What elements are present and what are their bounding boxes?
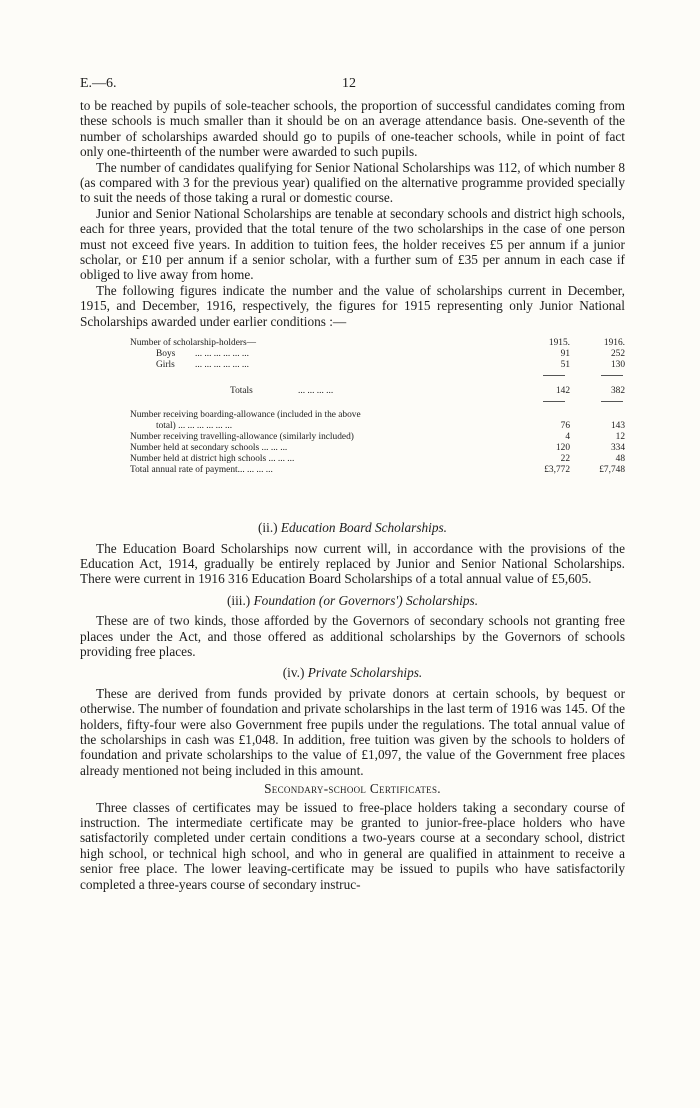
page-header	[80, 76, 625, 98]
row-dots: ... ... ... ... ... ...	[195, 360, 249, 371]
payment-1915: £3,772	[544, 465, 570, 476]
totals-1915: 142	[555, 386, 570, 397]
total-rule-1916	[601, 401, 623, 402]
travelling-1916: 12	[615, 432, 625, 443]
travelling-1915: 4	[565, 432, 570, 443]
boys-1916: 252	[610, 349, 625, 360]
paragraph-figures-intro: The following figures indicate the number and the value of scholarships current in December, 1915, and December, 1916, respectively, the figures for 1915 representing only Junior National Scholarships awarded under earlier conditions :—	[80, 282, 625, 329]
paragraph-foundation: These are of two kinds, those afforded by the Governors of secondary schools not granting free places under the Act, and those offered as additional scholarships by the Governors of schools providing free places.	[80, 613, 625, 659]
table-row-payment	[80, 465, 625, 476]
table-header-row	[80, 338, 625, 349]
row-label: Totals	[230, 386, 253, 397]
paragraph-certificates: Three classes of certificates may be issued to free-place holders taking a secondary course of instruction. The intermediate certificate may be granted to junior-free-place holders who have satisfactorily completed under certain conditions a two-years course at a secondary school, district high school, or technical high school, and who in general are qualified in attainment to receive a senior free place. The lower leaving-certificate may be issued to pupils who have satisfactorily completed a three-years course of secondary instruc-	[80, 799, 625, 892]
district-1915: 22	[560, 454, 570, 465]
totals-1916: 382	[610, 386, 625, 397]
table-row-travelling	[80, 432, 625, 443]
row-label: Number held at district high schools ... ... ...	[130, 454, 295, 465]
table-row-boys	[80, 349, 625, 360]
table-row-girls	[80, 360, 625, 371]
row-label: Number receiving boarding-allowance (included in the above	[130, 410, 361, 421]
table-row-boarding-line1	[80, 410, 625, 421]
paragraph-continuation: to be reached by pupils of sole-teacher schools, the proportion of successful candidates coming from these schools is much smaller than it should be on an average attendance basis. One-seventh of the number of scholarships awarded should go to pupils of one-teacher schools, while in point of fact only one-thirteenth of the number were awarded to such pupils.	[80, 98, 625, 160]
paragraph-private: These are derived from funds provided by private donors at certain schools, by bequest or otherwise. The number of foundation and private scholarships in the last term of 1916 was 145. Of the holders, fifty-four were also Government free pupils under the regulations. The total annual value of the scholarships in cash was £1,048. In addition, free tuition was given by the schools to holders of foundation and private scholarships to the value of £1,097, the value of the Government free places already mentioned not being included in this amount.	[80, 685, 625, 778]
secondary-1915: 120	[555, 443, 570, 454]
row-dots: ... ... ... ... ... ...	[195, 349, 249, 360]
sum-rule-1915	[543, 375, 565, 376]
col-1916-header: 1916.	[603, 338, 625, 349]
section-heading-education-board	[80, 520, 625, 535]
boys-1915: 91	[560, 349, 570, 360]
table-heading: Number of scholarship-holders—	[130, 338, 257, 349]
section-heading-certificates: Secondary-school Certificates.	[264, 781, 441, 797]
document-page	[80, 76, 625, 892]
col-1915-header: 1915.	[548, 338, 570, 349]
secondary-1916: 334	[610, 443, 625, 454]
district-1916: 48	[615, 454, 625, 465]
document-reference: E.—6.	[80, 76, 117, 91]
row-dots: ... ... ... ...	[298, 386, 334, 397]
girls-1915: 51	[560, 360, 570, 371]
girls-1916: 130	[610, 360, 625, 371]
sum-rule-1916	[601, 375, 623, 376]
section-heading-foundation	[80, 593, 625, 608]
table-row-boarding	[80, 421, 625, 432]
payment-1916: £7,748	[599, 465, 625, 476]
table-row-secondary	[80, 443, 625, 454]
boarding-1916: 143	[610, 421, 625, 432]
paragraph-senior-candidates: The number of candidates qualifying for Senior National Scholarships was 112, of which number 8 (as compared with 3 for the previous year) qualified on the alternative programme provided specially to suit the needs of those taking a rural or domestic course.	[80, 159, 625, 206]
row-label: Number receiving travelling-allowance (similarly included)	[130, 432, 354, 443]
row-label: total) ... ... ... ... ... ...	[156, 421, 233, 432]
section-heading-private	[80, 665, 625, 680]
boarding-1915: 76	[560, 421, 570, 432]
table-row-totals	[80, 386, 625, 397]
row-label: Number held at secondary schools ... ... ...	[130, 443, 288, 454]
heading-text: (iii.) Foundation (or Governors') Scholarships.	[226, 592, 479, 608]
scholarship-table	[80, 334, 625, 514]
table-row-district	[80, 454, 625, 465]
total-rule-1915	[543, 401, 565, 402]
row-label: Boys	[156, 349, 176, 360]
row-label: Girls	[156, 360, 175, 371]
row-label: Total annual rate of payment... ... ... ...	[130, 465, 273, 476]
paragraph-education-board: The Education Board Scholarships now current will, in accordance with the provisions of the Education Act, 1914, gradually be entirely replaced by Junior and Senior National Scholarships. There were current in 1916 316 Education Board Scholarships of a total annual value of £5,605.	[80, 540, 625, 587]
heading-text: (ii.) Education Board Scholarships.	[258, 520, 447, 536]
page-number: 12	[342, 76, 356, 91]
paragraph-tenure: Junior and Senior National Scholarships are tenable at secondary schools and district high schools, each for three years, provided that the total tenure of the two scholarships in the case of one person must not exceed five years. In addition to tuition fees, the holder receives £5 per annum if a junior scholar, or £10 per annum if a senior scholar, with a further sum of £35 per annum in each case if obliged to live away from home.	[80, 205, 625, 283]
heading-text: (iv.) Private Scholarships.	[282, 665, 423, 681]
